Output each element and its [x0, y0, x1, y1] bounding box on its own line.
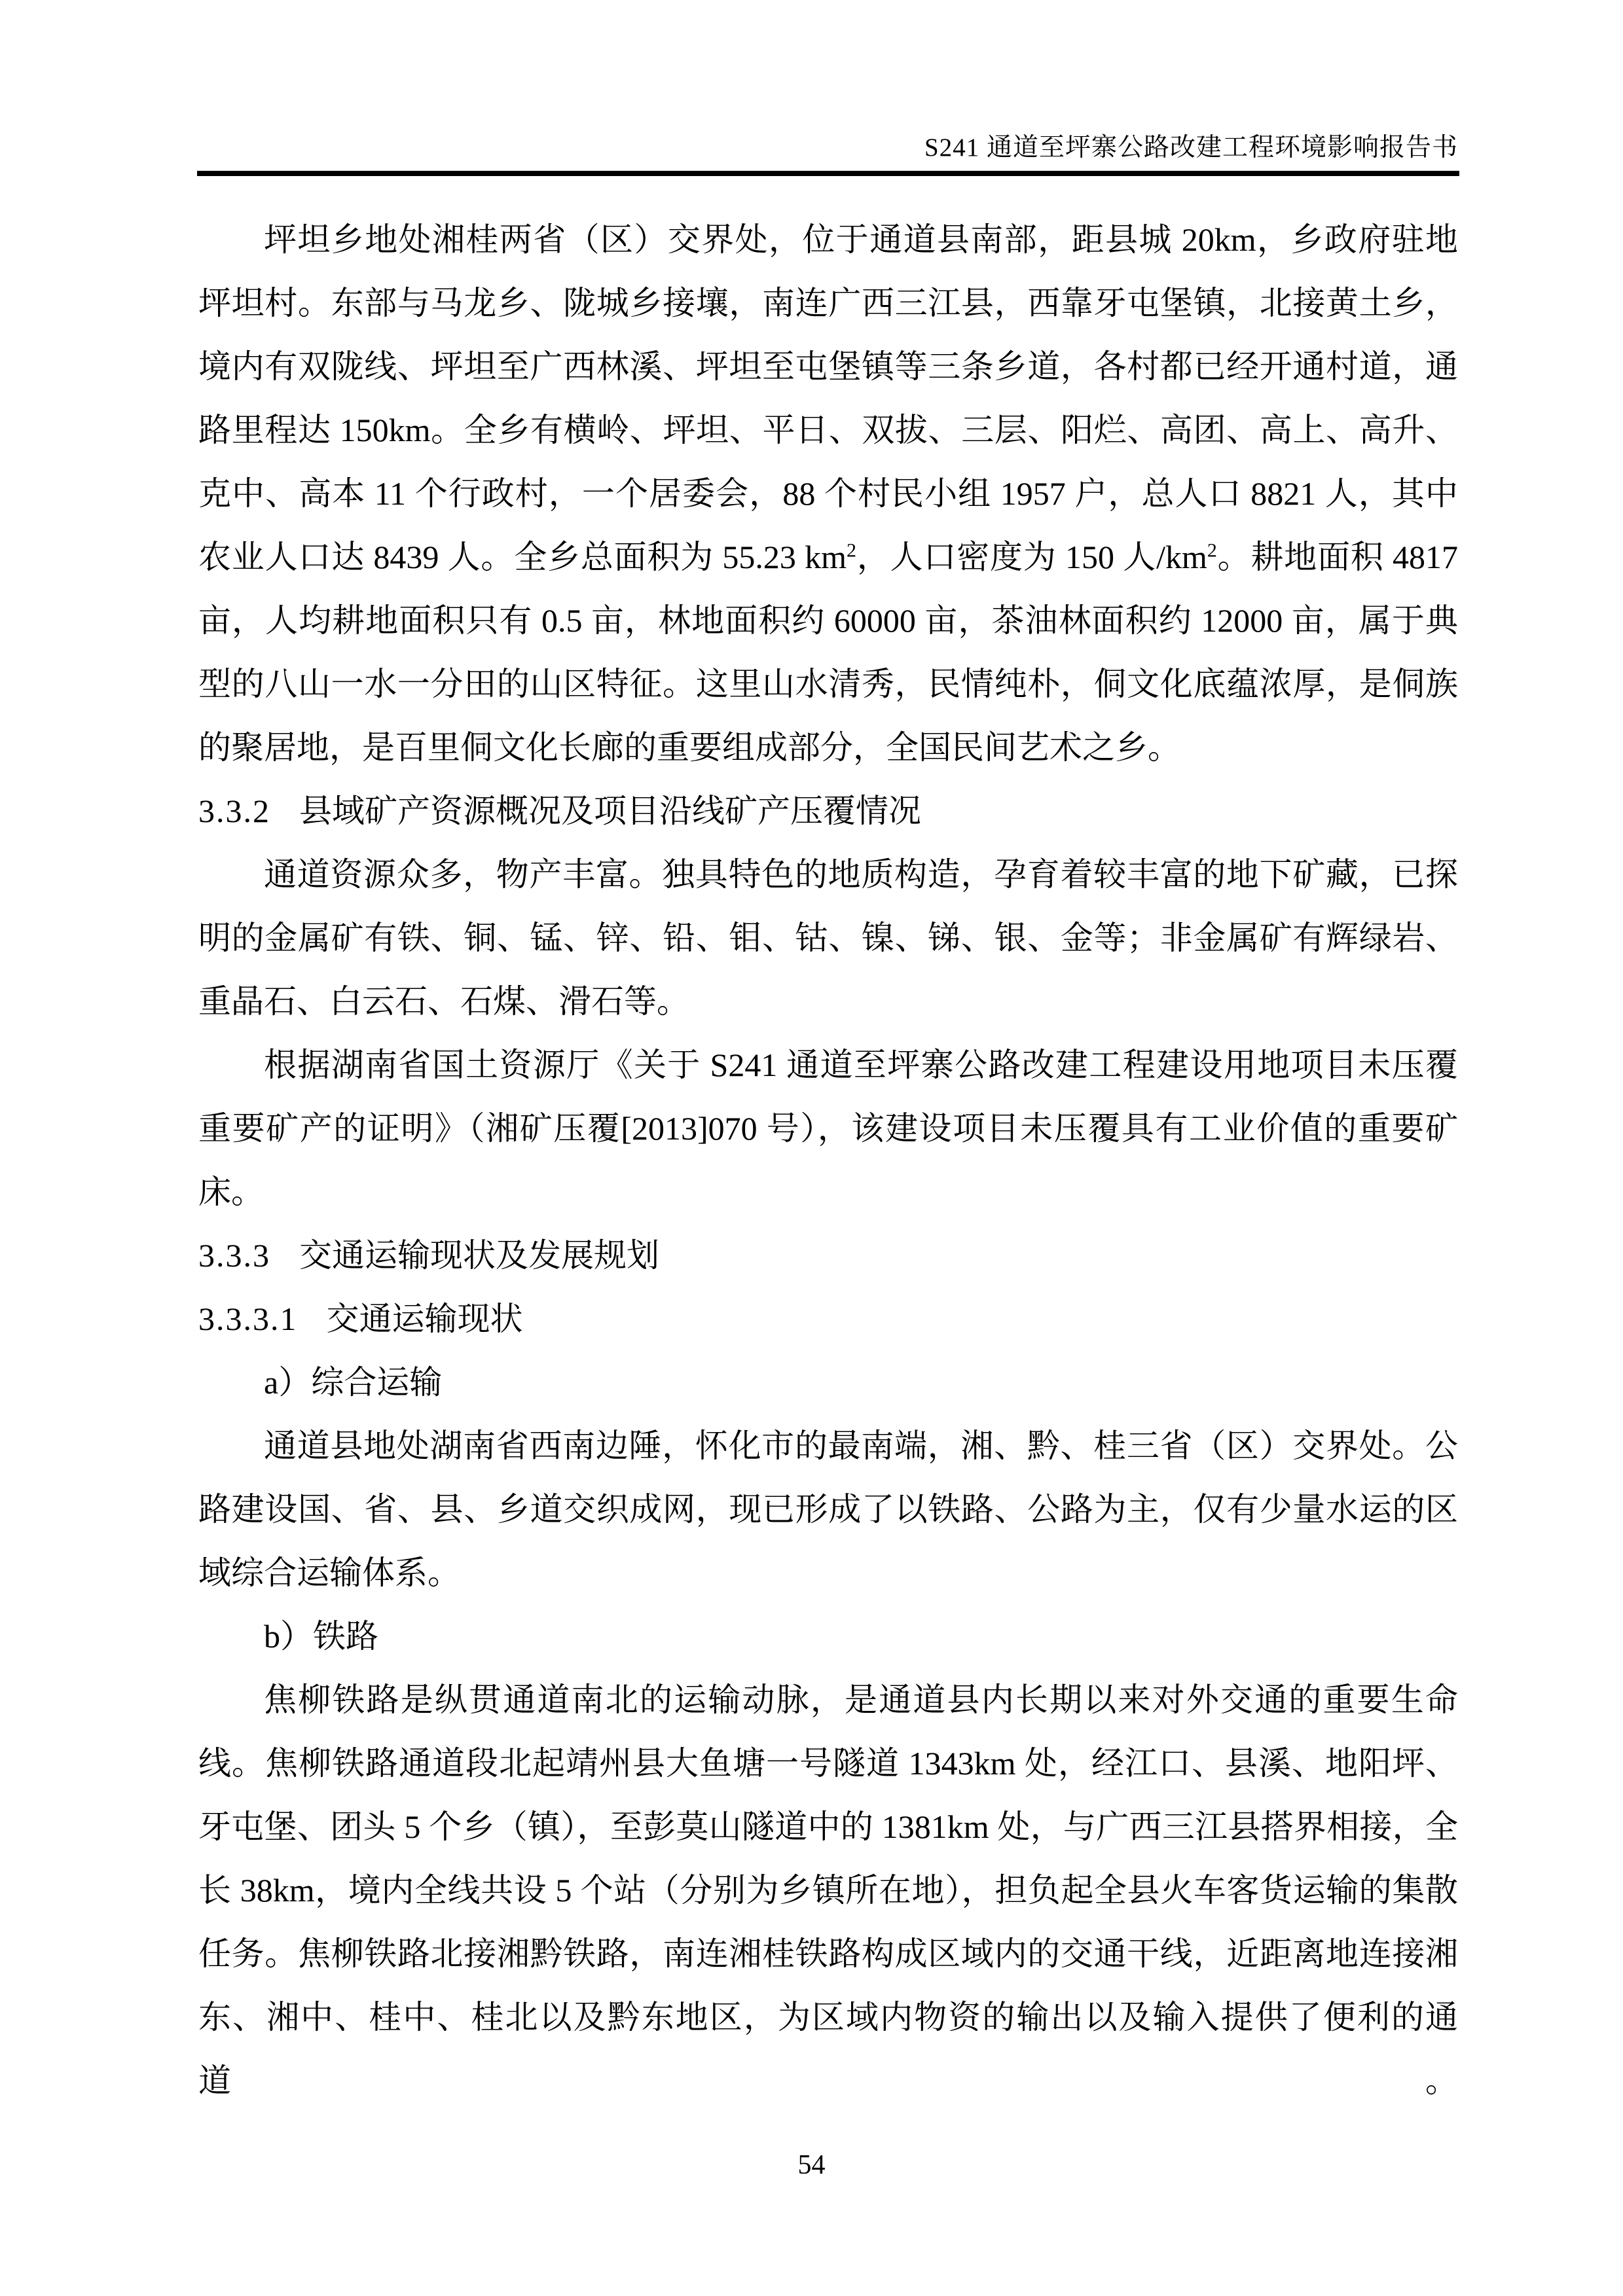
text-line-4 — [198, 399, 1458, 462]
text-segment: 型的八山一水一分田的山区特征。这里山水清秀，民情纯朴，侗文化底蕴浓厚，是侗族 — [198, 666, 1458, 702]
text-segment: 根据湖南省国土资源厅《关于 S241 通道至坪寨公路改建工程建设用地项目未压覆 — [264, 1047, 1458, 1083]
text-line-8 — [198, 653, 1458, 716]
text-line-14 — [198, 1033, 1458, 1097]
text-segment: 重要矿产的证明》（湘矿压覆[2013]070 号），该建设项目未压覆具有工业价值的重要矿 — [198, 1110, 1458, 1147]
text-segment: 东、湘中、桂中、桂北以及黔东地区，为区域内物资的输出以及输入提供了便利的通道。 — [198, 1999, 1458, 2099]
text-segment: 。耕地面积 4817 — [1216, 539, 1458, 575]
text-segment: ，人口密度为 150 人/km — [856, 539, 1207, 575]
text-segment: 亩，人均耕地面积只有 0.5 亩，林地面积约 60000 亩，茶油林面积约 12000 亩，属于典 — [198, 602, 1458, 639]
text-line-6 — [198, 526, 1458, 589]
superscript: 2 — [847, 539, 857, 562]
text-line-19 — [198, 1351, 1458, 1414]
text-segment: 焦柳铁路是纵贯通道南北的运输动脉，是通道县内长期以来对外交通的重要生命 — [264, 1681, 1458, 1718]
text-segment: 长 38km，境内全线共设 5 个站（分别为乡镇所在地），担负起全县火车客货运输的集散 — [198, 1872, 1458, 1909]
text-segment: 重晶石、白云石、石煤、滑石等。 — [198, 983, 689, 1020]
text-line-15 — [198, 1097, 1458, 1160]
text-segment: 通道资源众多，物产丰富。独具特色的地质构造，孕育着较丰富的地下矿藏，已探 — [264, 856, 1458, 893]
text-segment: 任务。焦柳铁路北接湘黔铁路，南连湘桂铁路构成区域内的交通干线，近距离地连接湘 — [198, 1935, 1458, 1972]
text-segment: 通道县地处湖南省西南边陲，怀化市的最南端，湘、黔、桂三省（区）交界处。公 — [264, 1427, 1458, 1464]
text-segment: 交通运输现状 — [326, 1300, 523, 1337]
superscript: 2 — [1207, 539, 1217, 562]
text-line-9 — [198, 716, 1458, 780]
heading-number: 3.3.2 — [198, 793, 270, 829]
text-segment: 域综合运输体系。 — [198, 1554, 460, 1591]
text-line-16 — [198, 1160, 1458, 1224]
text-segment: a）综合运输 — [264, 1364, 443, 1401]
text-line-18 — [198, 1287, 1458, 1351]
text-segment: 境内有双陇线、坪坦至广西林溪、坪坦至屯堡镇等三条乡道，各村都已经开通村道，通 — [198, 348, 1458, 385]
text-segment: 坪坦村。东部与马龙乡、陇城乡接壤，南连广西三江县，西靠牙屯堡镇，北接黄土乡， — [198, 285, 1458, 321]
text-segment: 明的金属矿有铁、铜、锰、锌、铅、钼、钴、镍、锑、银、金等；非金属矿有辉绿岩、 — [198, 920, 1458, 956]
text-segment: 交通运输现状及发展规划 — [299, 1237, 659, 1274]
document-body — [198, 208, 1458, 2099]
text-segment: 路里程达 150km。全乡有横岭、坪坦、平日、双拔、三层、阳烂、高团、高上、高升、 — [198, 412, 1458, 448]
text-segment: 线。焦柳铁路通道段北起靖州县大鱼塘一号隧道 1343km 处，经江口、县溪、地阳坪、 — [198, 1745, 1458, 1782]
text-line-23 — [198, 1605, 1458, 1668]
text-line-10 — [198, 780, 1458, 843]
text-segment: 克中、高本 11 个行政村，一个居委会，88 个村民小组 1957 户，总人口 8821 人，其中 — [198, 475, 1458, 512]
text-segment: 牙屯堡、团头 5 个乡（镇），至彭莫山隧道中的 1381km 处，与广西三江县搭界相接，全 — [198, 1808, 1458, 1845]
heading-number: 3.3.3.1 — [198, 1300, 298, 1337]
text-segment: 路建设国、省、县、乡道交织成网，现已形成了以铁路、公路为主，仅有少量水运的区 — [198, 1491, 1458, 1528]
text-line-1 — [198, 208, 1458, 272]
text-line-2 — [198, 272, 1458, 335]
heading-number: 3.3.3 — [198, 1237, 270, 1274]
page-number: 54 — [797, 2150, 826, 2180]
text-line-27 — [198, 1859, 1458, 1922]
text-line-20 — [198, 1414, 1458, 1478]
text-line-7 — [198, 589, 1458, 653]
text-line-13 — [198, 970, 1458, 1033]
text-segment: 县域矿产资源概况及项目沿线矿产压覆情况 — [299, 793, 921, 829]
text-line-25 — [198, 1732, 1458, 1795]
text-segment: 农业人口达 8439 人。全乡总面积为 55.23 km — [198, 539, 847, 575]
text-line-12 — [198, 906, 1458, 970]
text-segment: 的聚居地，是百里侗文化长廊的重要组成部分，全国民间艺术之乡。 — [198, 729, 1180, 766]
text-line-5 — [198, 462, 1458, 526]
header-rule — [197, 171, 1459, 176]
text-line-24 — [198, 1668, 1458, 1732]
text-segment: 床。 — [198, 1174, 264, 1210]
text-line-22 — [198, 1541, 1458, 1605]
text-line-17 — [198, 1224, 1458, 1287]
text-line-21 — [198, 1478, 1458, 1541]
text-line-29 — [198, 1986, 1458, 2099]
text-line-11 — [198, 843, 1458, 906]
text-segment: 坪坦乡地处湘桂两省（区）交界处，位于通道县南部，距县城 20km，乡政府驻地 — [264, 221, 1458, 258]
text-segment: b）铁路 — [264, 1618, 378, 1655]
text-line-26 — [198, 1795, 1458, 1859]
text-line-3 — [198, 335, 1458, 399]
page-header-title: S241 通道至坪寨公路改建工程环境影响报告书 — [924, 134, 1458, 162]
text-line-28 — [198, 1922, 1458, 1986]
